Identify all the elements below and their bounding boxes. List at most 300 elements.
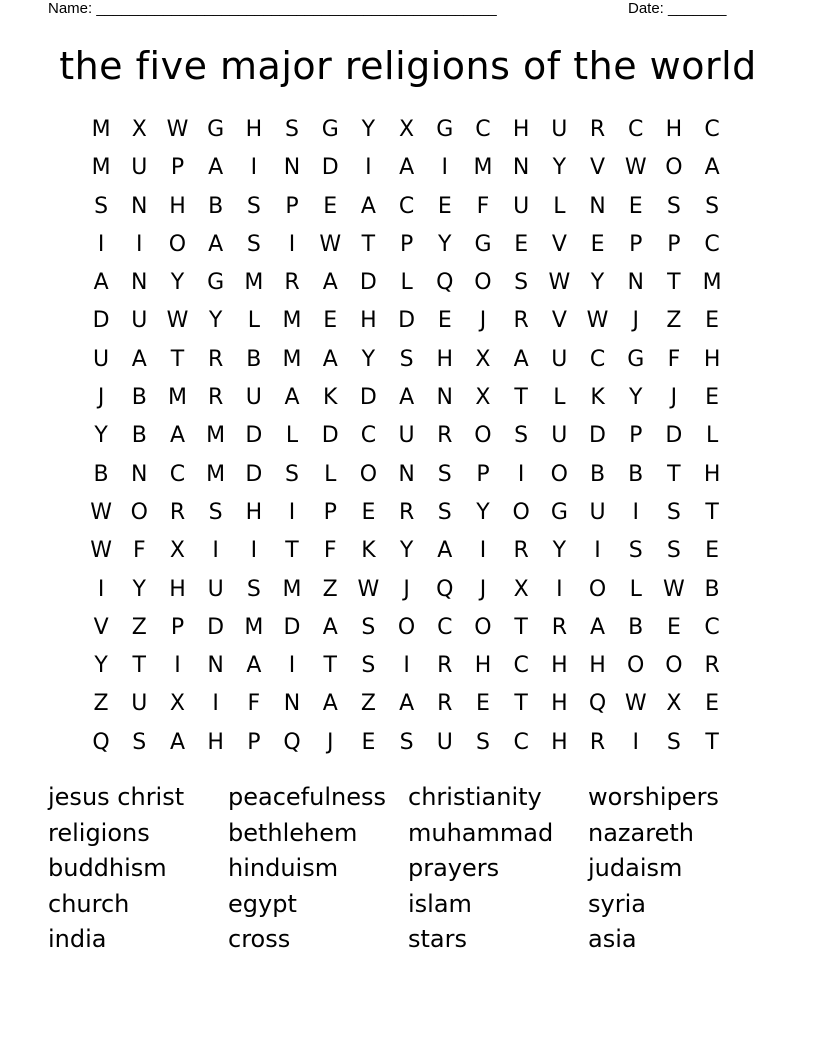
grid-letter: S (285, 117, 300, 142)
grid-letter: R (589, 729, 606, 755)
grid-letter: C (398, 193, 415, 219)
word-bank (48, 780, 768, 958)
grid-letter: M (282, 308, 302, 334)
grid-letter: P (170, 614, 185, 640)
grid-letter: Q (588, 691, 607, 717)
grid-letter: V (551, 231, 567, 257)
grid-letter: A (322, 270, 338, 296)
word-bank-item: syria (588, 889, 646, 918)
grid-letter: J (479, 308, 487, 334)
grid-letter: H (169, 193, 186, 219)
word-bank-item: nazareth (588, 818, 694, 847)
grid-letter: O (512, 499, 530, 525)
grid-letter: Y (552, 538, 567, 564)
grid-letter: M (473, 155, 493, 181)
grid-letter: G (627, 346, 645, 372)
grid-letter: O (588, 576, 607, 602)
grid-letter: X (169, 691, 185, 717)
grid-letter: S (437, 461, 452, 487)
grid-letter: S (475, 729, 490, 755)
grid-letter: S (94, 193, 109, 219)
grid-letter: E (323, 193, 338, 219)
grid-letter: H (360, 308, 377, 334)
grid-letter: C (704, 117, 720, 142)
grid-letter: U (131, 691, 148, 717)
grid-letter: W (357, 576, 380, 602)
grid-letter: H (703, 346, 721, 372)
grid-letter: I (97, 231, 105, 257)
grid-letter: J (670, 385, 678, 411)
grid-letter: U (245, 385, 262, 411)
grid-letter: H (245, 499, 263, 525)
grid-letter: H (589, 653, 606, 679)
grid-letter: T (170, 346, 185, 372)
grid-letter: N (131, 270, 148, 296)
grid-letter: H (207, 729, 224, 755)
grid-letter: B (246, 346, 262, 372)
grid-letter: U (93, 346, 110, 372)
grid-letter: Q (436, 576, 454, 602)
grid-letter: P (323, 499, 337, 525)
grid-letter: X (475, 385, 491, 411)
grid-letter: C (475, 117, 491, 142)
grid-letter: A (131, 346, 147, 372)
grid-letter: W (166, 117, 189, 142)
word-bank-item: buddhism (48, 854, 167, 882)
grid-letter: I (212, 538, 219, 564)
grid-letter: T (361, 231, 376, 257)
grid-letter: S (361, 653, 376, 679)
grid-letter: J (97, 385, 105, 411)
grid-letter: I (97, 576, 105, 602)
grid-letter: U (131, 308, 148, 334)
grid-letter: R (284, 270, 300, 296)
word-bank-item: bethlehem (228, 818, 358, 847)
grid-letter: I (632, 499, 639, 525)
grid-letter: P (629, 423, 643, 449)
grid-letter: P (399, 231, 414, 257)
grid-letter: A (399, 385, 415, 411)
grid-letter: I (250, 155, 258, 181)
grid-letter: Y (208, 308, 223, 334)
grid-letter: N (131, 461, 148, 487)
grid-letter: E (361, 499, 376, 525)
grid-letter: M (244, 614, 264, 640)
word-bank-item: jesus christ (48, 783, 185, 811)
worksheet-header (48, 0, 748, 20)
grid-letter: W (663, 576, 685, 602)
grid-letter: E (323, 308, 338, 334)
word-bank-item: cross (228, 925, 291, 953)
grid-letter: S (208, 499, 223, 525)
grid-letter: S (361, 614, 376, 640)
grid-letter: U (551, 423, 568, 449)
grid-letter: I (441, 155, 449, 181)
grid-letter: H (169, 576, 186, 602)
grid-letter: Y (94, 423, 108, 449)
grid-letter: R (169, 499, 186, 525)
grid-letter: T (705, 499, 719, 525)
grid-letter: C (704, 231, 720, 257)
grid-letter: S (246, 231, 261, 257)
grid-letter: Y (552, 155, 567, 181)
grid-letter: Y (399, 538, 414, 564)
grid-letter: E (476, 691, 490, 717)
grid-letter: P (476, 461, 490, 487)
grid-letter: M (91, 117, 111, 142)
grid-letter: R (437, 691, 453, 717)
grid-letter: Q (283, 729, 301, 755)
grid-letter: N (283, 691, 301, 717)
grid-letter: A (322, 346, 338, 372)
grid-letter: B (589, 461, 606, 487)
grid-letter: P (247, 729, 261, 755)
grid-letter: U (589, 499, 606, 525)
grid-letter: M (702, 270, 722, 296)
grid-letter: D (283, 614, 301, 640)
grid-letter: B (208, 193, 224, 219)
grid-letter: U (131, 155, 148, 181)
grid-letter: F (667, 346, 681, 372)
grid-letter: S (437, 499, 452, 525)
word-bank-item: church (48, 889, 130, 918)
grid-letter: F (247, 691, 261, 717)
grid-letter: S (246, 576, 261, 602)
grid-letter: R (208, 346, 224, 372)
grid-letter: U (207, 576, 224, 602)
word-bank-item: asia (588, 925, 637, 953)
grid-letter: G (436, 117, 454, 142)
grid-letter: O (474, 423, 492, 449)
grid-letter: H (551, 653, 568, 679)
grid-letter: Y (132, 576, 146, 602)
grid-letter: U (513, 193, 530, 219)
grid-letter: O (627, 653, 645, 679)
grid-letter: N (589, 193, 606, 219)
word-bank-item: egypt (228, 889, 297, 918)
grid-letter: W (166, 308, 189, 334)
grid-letter: W (624, 691, 647, 717)
grid-letter: S (666, 729, 681, 755)
grid-letter: U (551, 117, 568, 142)
grid-letter: T (667, 270, 681, 296)
grid-letter: N (398, 461, 415, 487)
grid-letter: H (551, 729, 568, 755)
grid-letter: I (403, 653, 410, 679)
grid-letter: H (703, 461, 721, 487)
grid-letter: Y (628, 385, 643, 411)
grid-letter: A (93, 270, 109, 296)
grid-letter: S (666, 538, 681, 564)
grid-letter: G (550, 499, 568, 525)
grid-letter: E (705, 538, 720, 564)
grid-letter: A (322, 691, 338, 717)
grid-letter: S (246, 193, 261, 219)
grid-letter: Y (361, 346, 376, 372)
grid-letter: W (586, 308, 609, 334)
grid-letter: V (93, 614, 109, 640)
grid-letter: A (169, 729, 185, 755)
grid-letter: C (513, 653, 529, 679)
grid-letter: C (628, 117, 644, 142)
grid-letter: N (283, 155, 301, 181)
grid-letter: F (476, 193, 490, 219)
grid-letter: T (514, 691, 528, 717)
name-field-label: Name: ________________________________________________ (48, 0, 497, 17)
grid-letter: M (206, 461, 226, 487)
grid-letter: D (245, 461, 263, 487)
grid-letter: E (628, 193, 643, 219)
grid-letter: L (285, 423, 299, 449)
grid-letter: J (403, 576, 410, 602)
grid-letter: X (475, 346, 491, 372)
grid-letter: G (474, 231, 492, 257)
grid-letter: L (553, 193, 566, 219)
word-bank-item: christianity (408, 783, 542, 811)
grid-letter: H (512, 117, 530, 142)
grid-letter: C (704, 614, 720, 640)
grid-letter: R (398, 499, 415, 525)
grid-letter: I (136, 231, 143, 257)
grid-letter: S (399, 346, 414, 372)
grid-letter: I (556, 576, 563, 602)
grid-letter: A (284, 385, 300, 411)
grid-letter: T (285, 538, 299, 564)
grid-letter: R (437, 653, 453, 679)
grid-letter: D (398, 308, 416, 334)
grid-letter: E (705, 308, 720, 334)
grid-letter: K (361, 538, 376, 564)
grid-letter: R (589, 117, 606, 142)
grid-letter: S (705, 193, 720, 219)
grid-letter: D (665, 423, 683, 449)
grid-letter: L (400, 270, 413, 296)
grid-letter: I (365, 155, 372, 181)
grid-letter: L (553, 385, 566, 411)
grid-letter: Z (322, 576, 338, 602)
grid-letter: A (208, 231, 224, 257)
grid-letter: H (474, 653, 492, 679)
grid-letter: Z (131, 614, 147, 640)
word-bank-item: prayers (408, 854, 500, 882)
grid-letter: E (590, 231, 605, 257)
grid-letter: A (360, 193, 376, 219)
grid-letter: E (361, 729, 376, 755)
grid-letter: A (322, 614, 338, 640)
grid-letter: I (288, 231, 296, 257)
grid-letter: A (704, 155, 720, 181)
grid-letter: A (590, 614, 606, 640)
grid-letter: M (167, 385, 187, 411)
grid-letter: H (436, 346, 454, 372)
grid-letter: S (666, 193, 681, 219)
grid-letter: S (514, 270, 529, 296)
grid-letter: Q (436, 270, 454, 296)
grid-letter: C (513, 729, 529, 755)
grid-letter: L (247, 308, 260, 334)
grid-letter: D (589, 423, 606, 449)
grid-letter: U (551, 346, 568, 372)
grid-letter: N (207, 653, 224, 679)
grid-letter: E (705, 691, 720, 717)
grid-letter: T (667, 461, 681, 487)
grid-letter: A (399, 155, 415, 181)
grid-letter: K (590, 385, 605, 411)
grid-letter: Z (93, 691, 109, 717)
grid-letter: D (321, 423, 339, 449)
grid-letter: W (548, 270, 571, 296)
date-field-label: Date: _______ (628, 0, 727, 17)
grid-letter: O (665, 155, 683, 181)
grid-letter: H (551, 691, 568, 717)
word-bank-item: india (48, 925, 107, 953)
grid-letter: V (551, 308, 567, 334)
grid-letter: O (359, 461, 378, 487)
grid-letter: S (628, 538, 643, 564)
grid-letter: I (517, 461, 525, 487)
grid-letter: A (399, 691, 415, 717)
grid-letter: K (323, 385, 338, 411)
grid-letter: G (207, 270, 225, 296)
grid-letter: R (513, 308, 529, 334)
grid-letter: H (245, 117, 263, 142)
grid-letter: X (399, 117, 415, 142)
grid-letter: M (244, 270, 264, 296)
page-title: the five major religions of the world (59, 44, 757, 88)
grid-letter: Y (590, 270, 605, 296)
grid-letter: X (666, 691, 682, 717)
grid-letter: S (399, 729, 414, 755)
grid-letter: T (323, 653, 337, 679)
grid-letter: X (513, 576, 529, 602)
grid-letter: I (212, 691, 219, 717)
grid-letter: J (632, 308, 639, 334)
grid-letter: O (550, 461, 568, 487)
word-bank-item: religions (48, 818, 150, 847)
word-bank-item: judaism (588, 854, 683, 882)
grid-letter: G (321, 117, 339, 142)
grid-letter: M (91, 155, 111, 181)
grid-letter: R (551, 614, 567, 640)
grid-letter: P (667, 231, 681, 257)
grid-letter: O (130, 499, 148, 525)
grid-letter: Z (360, 691, 376, 717)
grid-letter: D (207, 614, 225, 640)
grid-letter: P (629, 231, 643, 257)
word-bank-item: muhammad (408, 818, 554, 847)
grid-letter: X (131, 117, 147, 142)
grid-letter: X (169, 538, 185, 564)
grid-letter: C (437, 614, 453, 640)
grid-letter: B (131, 423, 147, 449)
grid-letter: F (323, 538, 337, 564)
grid-letter: Y (476, 499, 490, 525)
word-bank-item: hinduism (228, 854, 339, 882)
grid-letter: N (131, 193, 148, 219)
grid-letter: A (513, 346, 529, 372)
grid-letter: D (245, 423, 263, 449)
word-bank-item: islam (408, 889, 472, 918)
grid-letter: Z (666, 308, 682, 334)
grid-letter: G (207, 117, 225, 142)
grid-letter: E (514, 231, 529, 257)
grid-letter: E (437, 308, 452, 334)
grid-letter: R (704, 653, 720, 679)
grid-letter: D (359, 270, 377, 296)
grid-letter: E (666, 614, 681, 640)
grid-letter: B (628, 461, 644, 487)
grid-letter: R (513, 538, 529, 564)
grid-letter: W (624, 155, 647, 181)
grid-letter: B (628, 614, 644, 640)
grid-letter: I (479, 538, 487, 564)
word-bank-item: stars (408, 925, 467, 953)
grid-letter: D (359, 385, 377, 411)
grid-letter: I (594, 538, 601, 564)
grid-letter: D (321, 155, 339, 181)
grid-letter: S (514, 423, 529, 449)
grid-letter: F (132, 538, 146, 564)
grid-letter: P (285, 193, 299, 219)
grid-letter: Y (94, 653, 108, 679)
grid-letter: M (206, 423, 226, 449)
grid-letter: B (131, 385, 147, 411)
grid-letter: R (437, 423, 453, 449)
grid-letter: S (132, 729, 147, 755)
grid-letter: J (479, 576, 487, 602)
grid-letter: A (437, 538, 453, 564)
grid-letter: T (132, 653, 146, 679)
grid-letter: I (174, 653, 181, 679)
grid-letter: J (326, 729, 334, 755)
grid-letter: I (250, 538, 258, 564)
grid-letter: L (705, 423, 719, 449)
grid-letter: I (288, 653, 296, 679)
grid-letter: T (514, 385, 528, 411)
grid-letter: E (437, 193, 452, 219)
grid-letter: U (398, 423, 415, 449)
grid-letter: B (704, 576, 720, 602)
grid-letter: B (93, 461, 109, 487)
grid-letter: Y (438, 231, 452, 257)
grid-letter: T (514, 614, 528, 640)
grid-letter: O (168, 231, 187, 257)
grid-letter: Q (92, 729, 110, 755)
grid-letter: O (397, 614, 416, 640)
grid-letter: T (705, 729, 719, 755)
grid-letter: C (360, 423, 377, 449)
grid-letter: I (288, 499, 296, 525)
grid-letter: H (665, 117, 683, 142)
grid-letter: M (282, 576, 302, 602)
grid-letter: A (246, 653, 262, 679)
grid-letter: A (208, 155, 224, 181)
grid-letter: O (474, 270, 492, 296)
grid-letter: N (512, 155, 530, 181)
grid-letter: U (436, 729, 453, 755)
grid-letter: S (285, 461, 300, 487)
grid-letter: L (629, 576, 642, 602)
word-bank-item: peacefulness (228, 783, 386, 811)
grid-letter: C (169, 461, 186, 487)
grid-letter: P (170, 155, 185, 181)
grid-letter: A (169, 423, 185, 449)
grid-letter: C (589, 346, 606, 372)
grid-letter: I (632, 729, 639, 755)
grid-letter: O (474, 614, 492, 640)
word-search-grid (82, 111, 731, 762)
grid-letter: L (324, 461, 337, 487)
